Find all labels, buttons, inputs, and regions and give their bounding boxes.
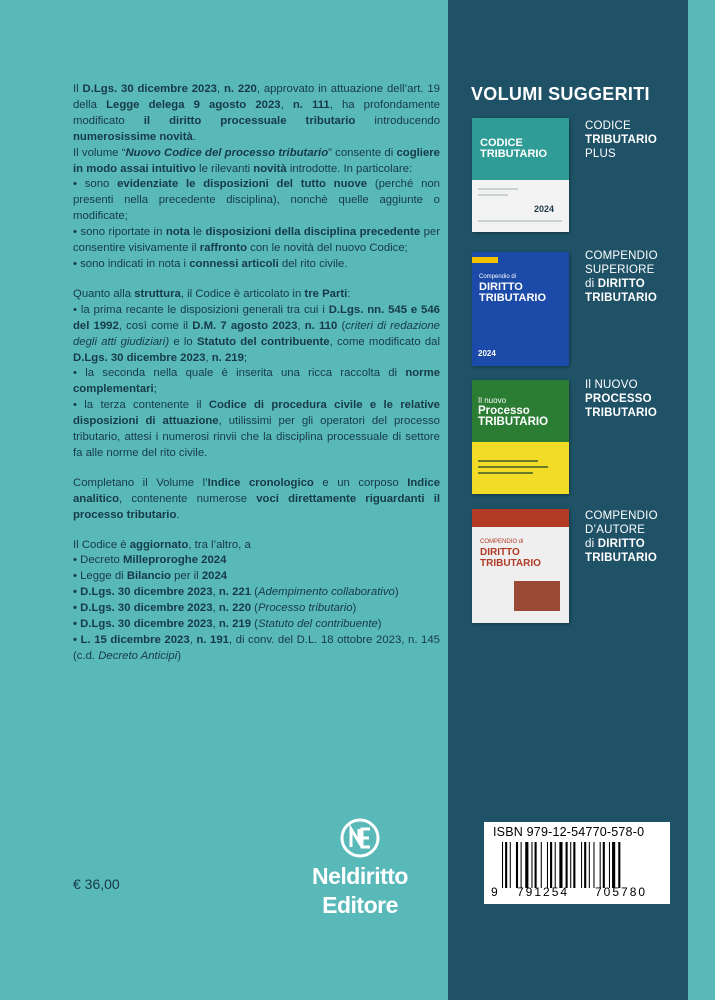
list-item: • sono riportate in nota le disposizioni della disciplina precedente per consentire visivamente il raffronto con le novità del nuovo Codice; xyxy=(73,226,440,255)
intro-paragraph: Il D.Lgs. 30 dicembre 2023, n. 220, approvato in attuazione dell’art. 19 della Legge delega 9 agosto 2023, n. 111, ha profondamente modificato il diritto processuale tributario introducendo numerosissime novità. xyxy=(73,83,441,143)
book-cover-year: 2024 xyxy=(534,204,555,214)
price: € 36,00 xyxy=(73,876,120,892)
structure-paragraph: Quanto alla struttura, il Codice è articolato in tre Parti: xyxy=(73,287,351,300)
list-item: • sono indicati in nota i connessi articoli del rito civile. xyxy=(73,257,348,270)
book-cover-codice-tributario xyxy=(472,118,569,232)
book-cover-title: DIRITTO TRIBUTARIO xyxy=(479,281,547,304)
book-cover-subtitle: Compendio di xyxy=(479,274,517,280)
book-cover-title: CODICE TRIBUTARIO xyxy=(480,137,548,160)
update-item: • D.Lgs. 30 dicembre 2023, n. 221 (Adempimento collaborativo) xyxy=(73,586,399,599)
book-cover-compendio-diritto-tributario xyxy=(472,252,569,366)
isbn-barcode: ISBN 979-12-54770-578-0 9 791254 705780 xyxy=(484,822,670,904)
suggested-volumes-title: VOLUMI SUGGERITI xyxy=(471,84,650,104)
book-label-3: Il NUOVO PROCESSO TRIBUTARIO xyxy=(585,379,658,419)
update-paragraph: Il Codice è aggiornato, tra l’altro, a xyxy=(73,538,251,551)
book-cover-subtitle: COMPENDIO di xyxy=(480,539,524,545)
update-item: • D.Lgs. 30 dicembre 2023, n. 219 (Statuto del contribuente) xyxy=(73,618,382,631)
book-cover-nuovo-processo-tributario xyxy=(472,380,569,494)
right-edge-band xyxy=(688,0,715,1000)
book-cover-compendio-d-autore xyxy=(472,509,569,623)
publisher-logo xyxy=(290,818,440,928)
barcode-icon xyxy=(502,842,662,888)
book-label-4: COMPENDIO D’AUTORE di DIRITTO TRIBUTARIO xyxy=(585,510,658,564)
book-label-1: CODICE TRIBUTARIO PLUS xyxy=(585,120,658,160)
volume-paragraph: Il volume “Nuovo Codice del processo tributario” consente di cogliere in modo assai intuitivo le rilevanti novità introdotte. In particolare: xyxy=(73,146,440,175)
book-cover-year: 2024 xyxy=(478,349,496,358)
update-item: • D.Lgs. 30 dicembre 2023, n. 220 (Processo tributario) xyxy=(73,602,357,615)
index-paragraph: Completano il Volume l’Indice cronologico e un corposo Indice analitico, contenente numerose voci direttamente riguardanti il processo tributario. xyxy=(73,476,440,521)
publisher-logo-icon xyxy=(340,818,380,858)
update-item: • Legge di Bilancio per il 2024 xyxy=(73,570,228,583)
book-label-2: COMPENDIO SUPERIORE di DIRITTO TRIBUTARIO xyxy=(585,250,658,304)
list-item: • la prima recante le disposizioni generali tra cui i D.Lgs. nn. 545 e 546 del 1992, così come il D.M. 7 agosto 2023, n. 110 (criteri di redazione degli atti giudiziari) e lo Statuto del contribuente, come modificato dal D.Lgs. 30 dicembre 2023, n. 219; xyxy=(73,303,441,364)
book-cover-title: Processo TRIBUTARIO xyxy=(478,405,549,428)
list-item: • la seconda nella quale è inserita una ricca raccolta di norme complementari; xyxy=(73,367,440,396)
description-text xyxy=(73,82,440,665)
book-cover-title: DIRITTO TRIBUTARIO xyxy=(480,547,541,569)
publisher-name-line1: Neldiritto xyxy=(312,863,408,889)
book-cover-subtitle: Il nuovo xyxy=(478,396,507,405)
isbn-text: ISBN 979-12-54770-578-0 xyxy=(493,825,645,839)
update-item: • L. 15 dicembre 2023, n. 191, di conv. del D.L. 18 ottobre 2023, n. 145 (c.d. Decreto Anticipi) xyxy=(73,634,440,662)
update-item: • Decreto Milleproroghe 2024 xyxy=(73,554,227,567)
publisher-name-line2: Editore xyxy=(322,892,398,918)
list-item: • sono evidenziate le disposizioni del tutto nuove (perché non presenti nella precedente disciplina), nonchè quelle aggiunte o modificate; xyxy=(73,178,440,223)
list-item: • la terza contenente il Codice di procedura civile e le relative disposizioni di attuazione, utilissimi per gli operatori del processo tributario, attesi i numerosi rinvii che la disciplina processuale di settore fa alle norme del rito civile. xyxy=(73,399,440,459)
